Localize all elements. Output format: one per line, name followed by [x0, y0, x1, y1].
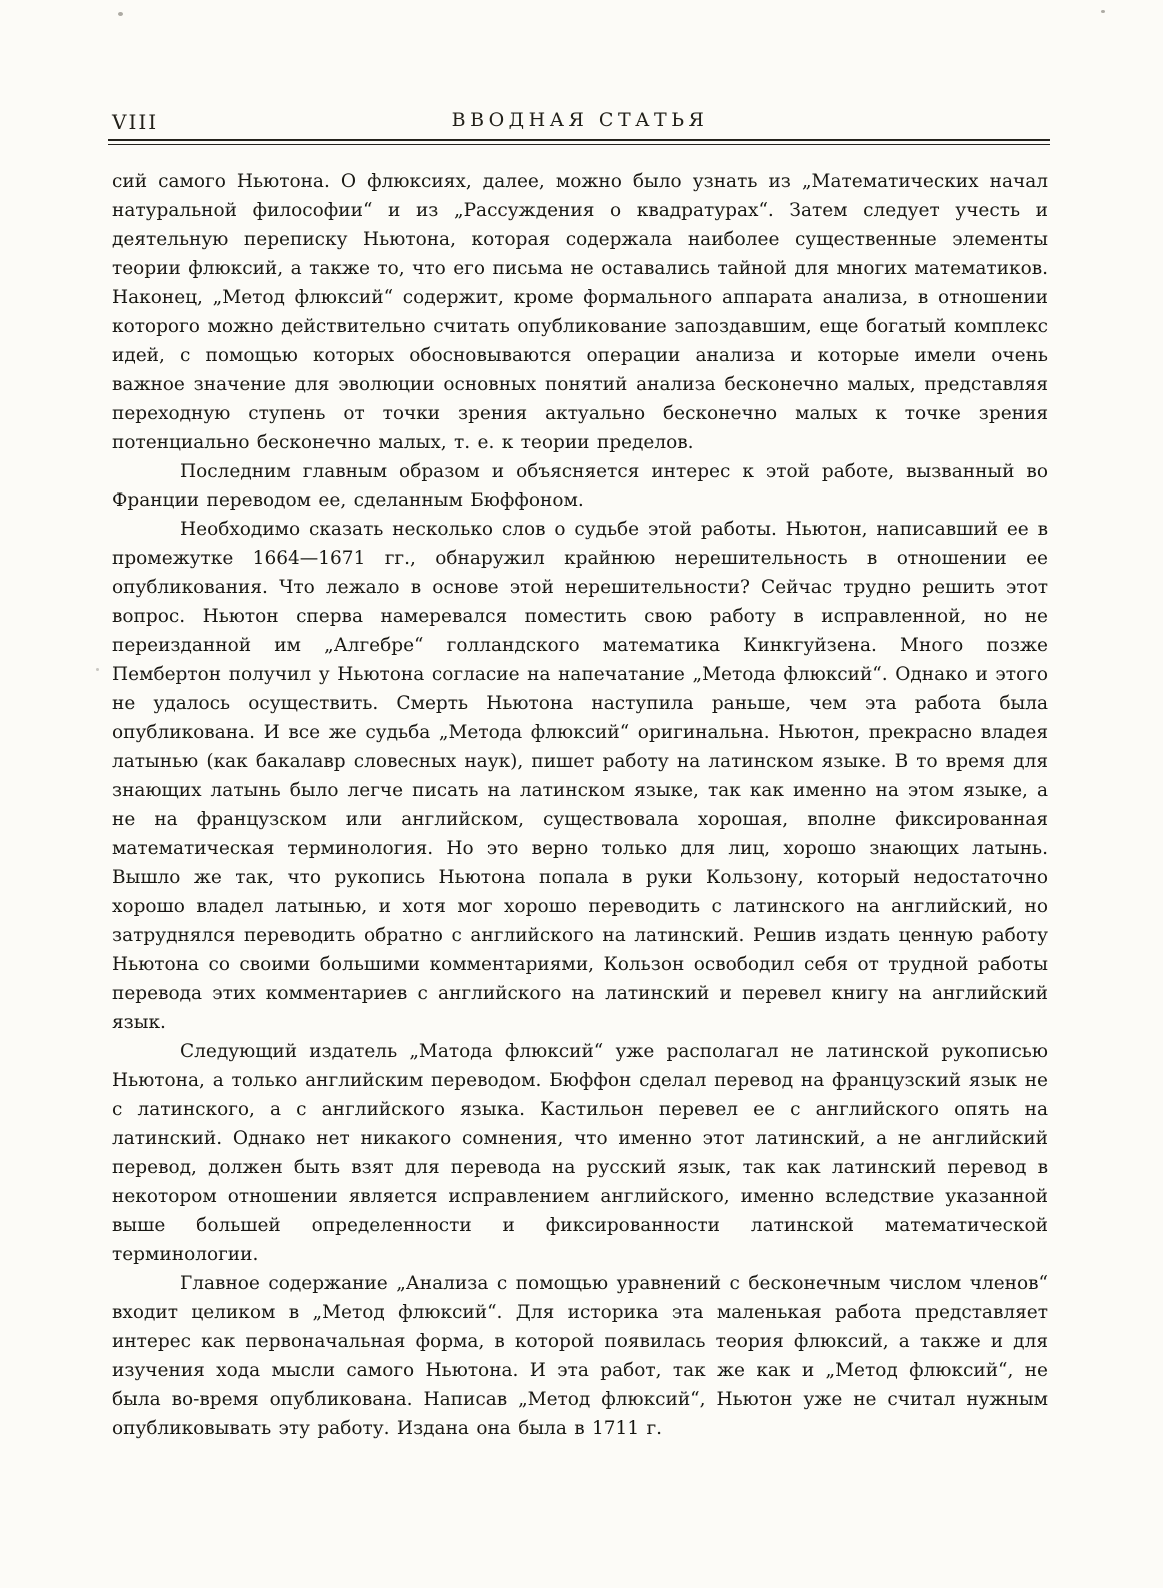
page-number: VIII — [112, 110, 159, 134]
running-title: ВВОДНАЯ СТАТЬЯ — [451, 109, 709, 131]
scan-artifact — [1101, 10, 1105, 13]
paragraph: сий самого Ньютона. О флюксиях, далее, можно было узнать из „Математических начал натуральной философии“ и из „Рассуждения о квадратурах“. Затем следует учесть и деятельную переписку Ньютона, которая содержала наиболее существенные элементы теории флюксий, а также то, что его письма не оставались тайной для многих математиков. Наконец, „Метод флюксий“ содержит, кроме формального аппарата анализа, в отношении которого можно действительно считать опубликование запоздавшим, еще богатый комплекс идей, с помощью которых обосновываются операции анализа и которые имели очень важное значение для эволюции основных понятий анализа бесконечно малых, представляя переходную ступень от точки зрения актуально бесконечно малых к точке зрения потенциально бесконечно малых, т. е. к теории пределов. — [112, 171, 1048, 453]
header-rule — [108, 139, 1050, 145]
paragraph: Следующий издатель „Матода флюксий“ уже располагал не латинской рукописью Ньютона, а только английским переводом. Бюффон сделал перевод на французский язык не с латинского, а с английского языка. Кастильон перевел ее с английского опять на латинский. Однако нет никакого сомнения, что именно этот латинский, а не английский перевод, должен быть взят для перевода на русский язык, так как латинский перевод в некотором отношении является исправлением английского, именно вследствие указанной выше большей определенности и фиксированности латинской математической терминологии. — [112, 1041, 1048, 1265]
paragraph: Главное содержание „Анализа с помощью уравнений с бесконечным числом членов“ входит целиком в „Метод флюксий“. Для историка эта маленькая работа представляет интерес как первоначальная форма, в которой появилась теория флюксий, а также и для изучения хода мысли самого Ньютона. И эта работ, так же как и „Метод флюксий“, не была во-время опубликована. Написав „Метод флюксий“, Ньютон уже не считал нужным опубликовывать эту работу. Издана она была в 1711 г. — [112, 1273, 1048, 1439]
scan-artifact — [96, 668, 99, 671]
paragraph: Необходимо сказать несколько слов о судьбе этой работы. Ньютон, написавший ее в промежутке 1664—1671 гг., обнаружил крайнюю нерешительность в отношении ее опубликования. Что лежало в основе этой нерешительности? Сейчас трудно решить этот вопрос. Ньютон сперва намеревался поместить свою работу в исправленной, но не переизданной им „Алгебре“ голландского математика Кинкгуйзена. Много позже Пембертон получил у Ньютона согласие на напечатание „Метода флюксий“. Однако и этого не удалось осуществить. Смерть Ньютона наступила раньше, чем эта работа была опубликована. И все же судьба „Метода флюксий“ оригинальна. Ньютон, прекрасно владея латынью (как бакалавр словесных наук), пишет работу на латинском языке. В то время для знающих латынь было легче писать на латинском языке, так как именно на этом языке, а не на французском или английском, существовала хорошая, вполне фиксированная математическая терминология. Но это верно только для лиц, хорошо знающих латынь. Вышло же так, что рукопись Ньютона попала в руки Кользону, который недостаточно хорошо владел латынью, и хотя мог хорошо переводить с латинского на английский, но затруднялся переводить обратно с английского на латинский. Решив издать ценную работу Ньютона со своими большими комментариями, Кользон освободил себя от трудной работы перевода этих комментариев с английского на латинский и перевел книгу на английский язык. — [112, 519, 1048, 1033]
running-head — [112, 109, 1048, 134]
article-body — [112, 167, 1048, 1443]
scan-artifact — [118, 12, 123, 16]
paragraph: Последним главным образом и объясняется интерес к этой работе, вызванный во Франции переводом ее, сделанным Бюффоном. — [112, 461, 1048, 511]
